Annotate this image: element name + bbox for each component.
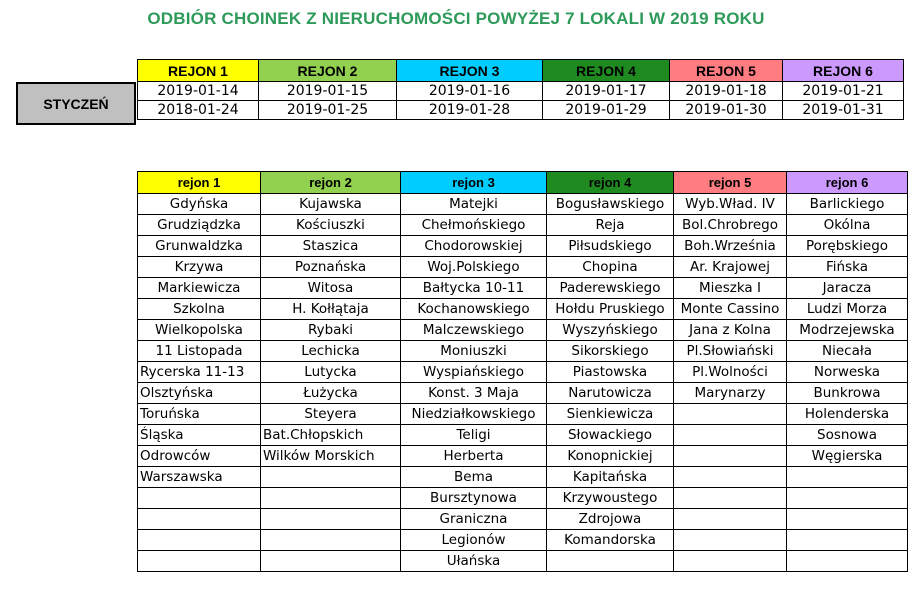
rejon-5-header: rejon 5 bbox=[674, 172, 787, 194]
schedule-date-row bbox=[138, 101, 904, 120]
region-3-date-1: 2019-01-16 bbox=[397, 82, 543, 101]
street-cell-rejon-3: Chełmońskiego bbox=[401, 215, 547, 236]
street-cell-rejon-6: Holenderska bbox=[787, 404, 908, 425]
street-cell-rejon-3: Kochanowskiego bbox=[401, 299, 547, 320]
street-cell-rejon-3: Malczewskiego bbox=[401, 320, 547, 341]
street-cell-rejon-4: Wyszyńskiego bbox=[547, 320, 674, 341]
region-1-date-1: 2019-01-14 bbox=[138, 82, 259, 101]
street-cell-rejon-3: Legionów bbox=[401, 530, 547, 551]
street-row bbox=[138, 509, 908, 530]
street-cell-rejon-1: Markiewicza bbox=[138, 278, 261, 299]
street-cell-rejon-5 bbox=[674, 446, 787, 467]
street-cell-rejon-4: Słowackiego bbox=[547, 425, 674, 446]
street-row bbox=[138, 467, 908, 488]
month-label: STYCZEŃ bbox=[16, 82, 136, 125]
street-cell-rejon-6: Okólna bbox=[787, 215, 908, 236]
street-cell-rejon-5 bbox=[674, 488, 787, 509]
street-cell-rejon-3: Bałtycka 10-11 bbox=[401, 278, 547, 299]
street-cell-rejon-4: Paderewskiego bbox=[547, 278, 674, 299]
street-cell-rejon-6: Modrzejewska bbox=[787, 320, 908, 341]
street-cell-rejon-4: Hołdu Pruskiego bbox=[547, 299, 674, 320]
street-cell-rejon-6: Niecała bbox=[787, 341, 908, 362]
street-cell-rejon-5: Pl.Wolności bbox=[674, 362, 787, 383]
street-row bbox=[138, 236, 908, 257]
street-row bbox=[138, 215, 908, 236]
street-cell-rejon-1: Grudziądzka bbox=[138, 215, 261, 236]
street-cell-rejon-5 bbox=[674, 509, 787, 530]
street-cell-rejon-5: Pl.Słowiański bbox=[674, 341, 787, 362]
street-cell-rejon-3: Woj.Polskiego bbox=[401, 257, 547, 278]
street-cell-rejon-6: Fińska bbox=[787, 257, 908, 278]
street-row bbox=[138, 299, 908, 320]
street-cell-rejon-4: Bogusławskiego bbox=[547, 194, 674, 215]
street-cell-rejon-6: Barlickiego bbox=[787, 194, 908, 215]
street-cell-rejon-5: Wyb.Wład. IV bbox=[674, 194, 787, 215]
street-cell-rejon-6: Porębskiego bbox=[787, 236, 908, 257]
street-row bbox=[138, 194, 908, 215]
street-cell-rejon-4: Krzywoustego bbox=[547, 488, 674, 509]
street-cell-rejon-2: Steyera bbox=[261, 404, 401, 425]
street-cell-rejon-2: Witosa bbox=[261, 278, 401, 299]
street-cell-rejon-1: Warszawska bbox=[138, 467, 261, 488]
region-2-header: REJON 2 bbox=[259, 60, 397, 82]
street-cell-rejon-2 bbox=[261, 530, 401, 551]
street-cell-rejon-1: Olsztyńska bbox=[138, 383, 261, 404]
street-cell-rejon-4: Kapitańska bbox=[547, 467, 674, 488]
street-cell-rejon-1: Szkolna bbox=[138, 299, 261, 320]
street-cell-rejon-4: Piastowska bbox=[547, 362, 674, 383]
street-row bbox=[138, 257, 908, 278]
street-cell-rejon-5 bbox=[674, 467, 787, 488]
street-cell-rejon-5: Jana z Kolna bbox=[674, 320, 787, 341]
street-cell-rejon-1: Krzywa bbox=[138, 257, 261, 278]
street-cell-rejon-4: Narutowicza bbox=[547, 383, 674, 404]
street-cell-rejon-1: 11 Listopada bbox=[138, 341, 261, 362]
streets-table bbox=[137, 171, 908, 572]
rejon-4-header: rejon 4 bbox=[547, 172, 674, 194]
street-cell-rejon-3: Moniuszki bbox=[401, 341, 547, 362]
region-5-date-1: 2019-01-18 bbox=[670, 82, 783, 101]
street-cell-rejon-1: Grunwaldzka bbox=[138, 236, 261, 257]
street-cell-rejon-2: Łużycka bbox=[261, 383, 401, 404]
region-2-date-1: 2019-01-15 bbox=[259, 82, 397, 101]
street-cell-rejon-4: Sienkiewicza bbox=[547, 404, 674, 425]
street-cell-rejon-3: Niedziałkowskiego bbox=[401, 404, 547, 425]
street-row bbox=[138, 278, 908, 299]
street-cell-rejon-2: Staszica bbox=[261, 236, 401, 257]
street-cell-rejon-1: Rycerska 11-13 bbox=[138, 362, 261, 383]
street-cell-rejon-4: Komandorska bbox=[547, 530, 674, 551]
street-row bbox=[138, 404, 908, 425]
street-cell-rejon-3: Herberta bbox=[401, 446, 547, 467]
region-6-date-1: 2019-01-21 bbox=[783, 82, 904, 101]
street-row bbox=[138, 362, 908, 383]
street-cell-rejon-3: Wyspiańskiego bbox=[401, 362, 547, 383]
street-cell-rejon-2: Kościuszki bbox=[261, 215, 401, 236]
street-cell-rejon-5 bbox=[674, 551, 787, 572]
street-cell-rejon-1: Toruńska bbox=[138, 404, 261, 425]
street-cell-rejon-3: Bema bbox=[401, 467, 547, 488]
street-row bbox=[138, 551, 908, 572]
street-cell-rejon-2 bbox=[261, 467, 401, 488]
street-row bbox=[138, 425, 908, 446]
street-cell-rejon-1: Gdyńska bbox=[138, 194, 261, 215]
region-4-date-2: 2019-01-29 bbox=[543, 101, 670, 120]
region-1-header: REJON 1 bbox=[138, 60, 259, 82]
street-cell-rejon-6 bbox=[787, 467, 908, 488]
street-cell-rejon-6: Bunkrowa bbox=[787, 383, 908, 404]
street-cell-rejon-2 bbox=[261, 488, 401, 509]
street-cell-rejon-1 bbox=[138, 530, 261, 551]
street-cell-rejon-6 bbox=[787, 530, 908, 551]
street-cell-rejon-1: Śląska bbox=[138, 425, 261, 446]
street-cell-rejon-3: Matejki bbox=[401, 194, 547, 215]
street-cell-rejon-6: Sosnowa bbox=[787, 425, 908, 446]
street-cell-rejon-3: Ułańska bbox=[401, 551, 547, 572]
street-cell-rejon-1 bbox=[138, 488, 261, 509]
street-row bbox=[138, 341, 908, 362]
schedule-table bbox=[137, 59, 904, 120]
street-cell-rejon-2: Lutycka bbox=[261, 362, 401, 383]
street-cell-rejon-3: Chodorowskiej bbox=[401, 236, 547, 257]
street-cell-rejon-6: Jaracza bbox=[787, 278, 908, 299]
street-cell-rejon-5: Bol.Chrobrego bbox=[674, 215, 787, 236]
region-5-header: REJON 5 bbox=[670, 60, 783, 82]
region-6-header: REJON 6 bbox=[783, 60, 904, 82]
rejon-6-header: rejon 6 bbox=[787, 172, 908, 194]
street-cell-rejon-6 bbox=[787, 509, 908, 530]
region-2-date-2: 2019-01-25 bbox=[259, 101, 397, 120]
street-cell-rejon-3: Konst. 3 Maja bbox=[401, 383, 547, 404]
street-cell-rejon-2 bbox=[261, 551, 401, 572]
street-row bbox=[138, 446, 908, 467]
region-3-header: REJON 3 bbox=[397, 60, 543, 82]
region-6-date-2: 2019-01-31 bbox=[783, 101, 904, 120]
streets-header-row bbox=[138, 172, 908, 194]
street-cell-rejon-1 bbox=[138, 551, 261, 572]
region-4-header: REJON 4 bbox=[543, 60, 670, 82]
schedule-date-row bbox=[138, 82, 904, 101]
street-cell-rejon-4: Zdrojowa bbox=[547, 509, 674, 530]
street-cell-rejon-1 bbox=[138, 509, 261, 530]
street-cell-rejon-2 bbox=[261, 509, 401, 530]
region-1-date-2: 2018-01-24 bbox=[138, 101, 259, 120]
street-cell-rejon-5: Mieszka I bbox=[674, 278, 787, 299]
region-5-date-2: 2019-01-30 bbox=[670, 101, 783, 120]
street-cell-rejon-5: Monte Cassino bbox=[674, 299, 787, 320]
street-cell-rejon-4: Sikorskiego bbox=[547, 341, 674, 362]
street-cell-rejon-5 bbox=[674, 530, 787, 551]
street-cell-rejon-2: Bat.Chłopskich bbox=[261, 425, 401, 446]
street-cell-rejon-2: Rybaki bbox=[261, 320, 401, 341]
street-cell-rejon-4: Piłsudskiego bbox=[547, 236, 674, 257]
street-cell-rejon-5 bbox=[674, 425, 787, 446]
street-cell-rejon-3: Bursztynowa bbox=[401, 488, 547, 509]
street-cell-rejon-5: Ar. Krajowej bbox=[674, 257, 787, 278]
page-title: ODBIÓR CHOINEK Z NIERUCHOMOŚCI POWYŻEJ 7 LOKALI W 2019 ROKU bbox=[147, 9, 765, 28]
streets-body bbox=[138, 194, 908, 572]
street-cell-rejon-6: Norweska bbox=[787, 362, 908, 383]
street-cell-rejon-4: Konopnickiej bbox=[547, 446, 674, 467]
street-cell-rejon-4: Chopina bbox=[547, 257, 674, 278]
street-cell-rejon-6 bbox=[787, 551, 908, 572]
street-cell-rejon-2: Wilków Morskich bbox=[261, 446, 401, 467]
street-cell-rejon-2: H. Kołłątaja bbox=[261, 299, 401, 320]
street-cell-rejon-4: Reja bbox=[547, 215, 674, 236]
rejon-1-header: rejon 1 bbox=[138, 172, 261, 194]
street-row bbox=[138, 488, 908, 509]
street-cell-rejon-6: Ludzi Morza bbox=[787, 299, 908, 320]
street-cell-rejon-5: Boh.Września bbox=[674, 236, 787, 257]
street-cell-rejon-6: Węgierska bbox=[787, 446, 908, 467]
street-cell-rejon-1: Odrowców bbox=[138, 446, 261, 467]
street-cell-rejon-3: Graniczna bbox=[401, 509, 547, 530]
street-cell-rejon-3: Teligi bbox=[401, 425, 547, 446]
street-cell-rejon-2: Kujawska bbox=[261, 194, 401, 215]
street-cell-rejon-4 bbox=[547, 551, 674, 572]
region-4-date-1: 2019-01-17 bbox=[543, 82, 670, 101]
rejon-3-header: rejon 3 bbox=[401, 172, 547, 194]
street-cell-rejon-5 bbox=[674, 404, 787, 425]
street-cell-rejon-2: Lechicka bbox=[261, 341, 401, 362]
schedule-header-row bbox=[138, 60, 904, 82]
street-cell-rejon-1: Wielkopolska bbox=[138, 320, 261, 341]
region-3-date-2: 2019-01-28 bbox=[397, 101, 543, 120]
street-row bbox=[138, 530, 908, 551]
street-row bbox=[138, 383, 908, 404]
street-cell-rejon-6 bbox=[787, 488, 908, 509]
rejon-2-header: rejon 2 bbox=[261, 172, 401, 194]
street-cell-rejon-2: Poznańska bbox=[261, 257, 401, 278]
street-cell-rejon-5: Marynarzy bbox=[674, 383, 787, 404]
street-row bbox=[138, 320, 908, 341]
